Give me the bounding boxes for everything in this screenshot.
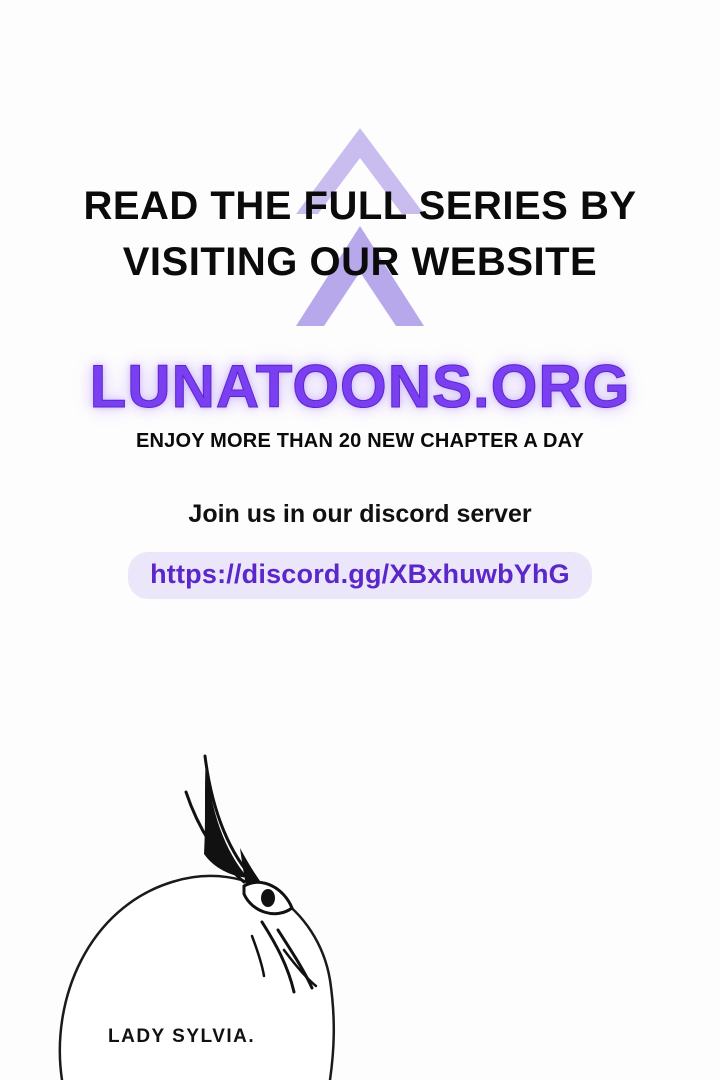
promo-headline-line-1: READ THE FULL SERIES BY: [83, 184, 637, 228]
discord-prompt: Join us in our discord server: [188, 500, 532, 528]
discord-invite-link[interactable]: https://discord.gg/XBxhuwbYhG: [128, 552, 592, 599]
promo-headline: [0, 178, 720, 290]
comic-caption: LADY SYLVIA.: [108, 1026, 256, 1047]
discord-link-wrapper: [0, 552, 720, 599]
brand-wordmark[interactable]: LUNATOONS.ORG: [89, 353, 631, 420]
comic-artwork: [0, 700, 720, 1080]
promo-subline: ENJOY MORE THAN 20 NEW CHAPTER A DAY: [135, 430, 584, 452]
promo-headline-line-2: VISITING OUR WEBSITE: [122, 240, 598, 284]
